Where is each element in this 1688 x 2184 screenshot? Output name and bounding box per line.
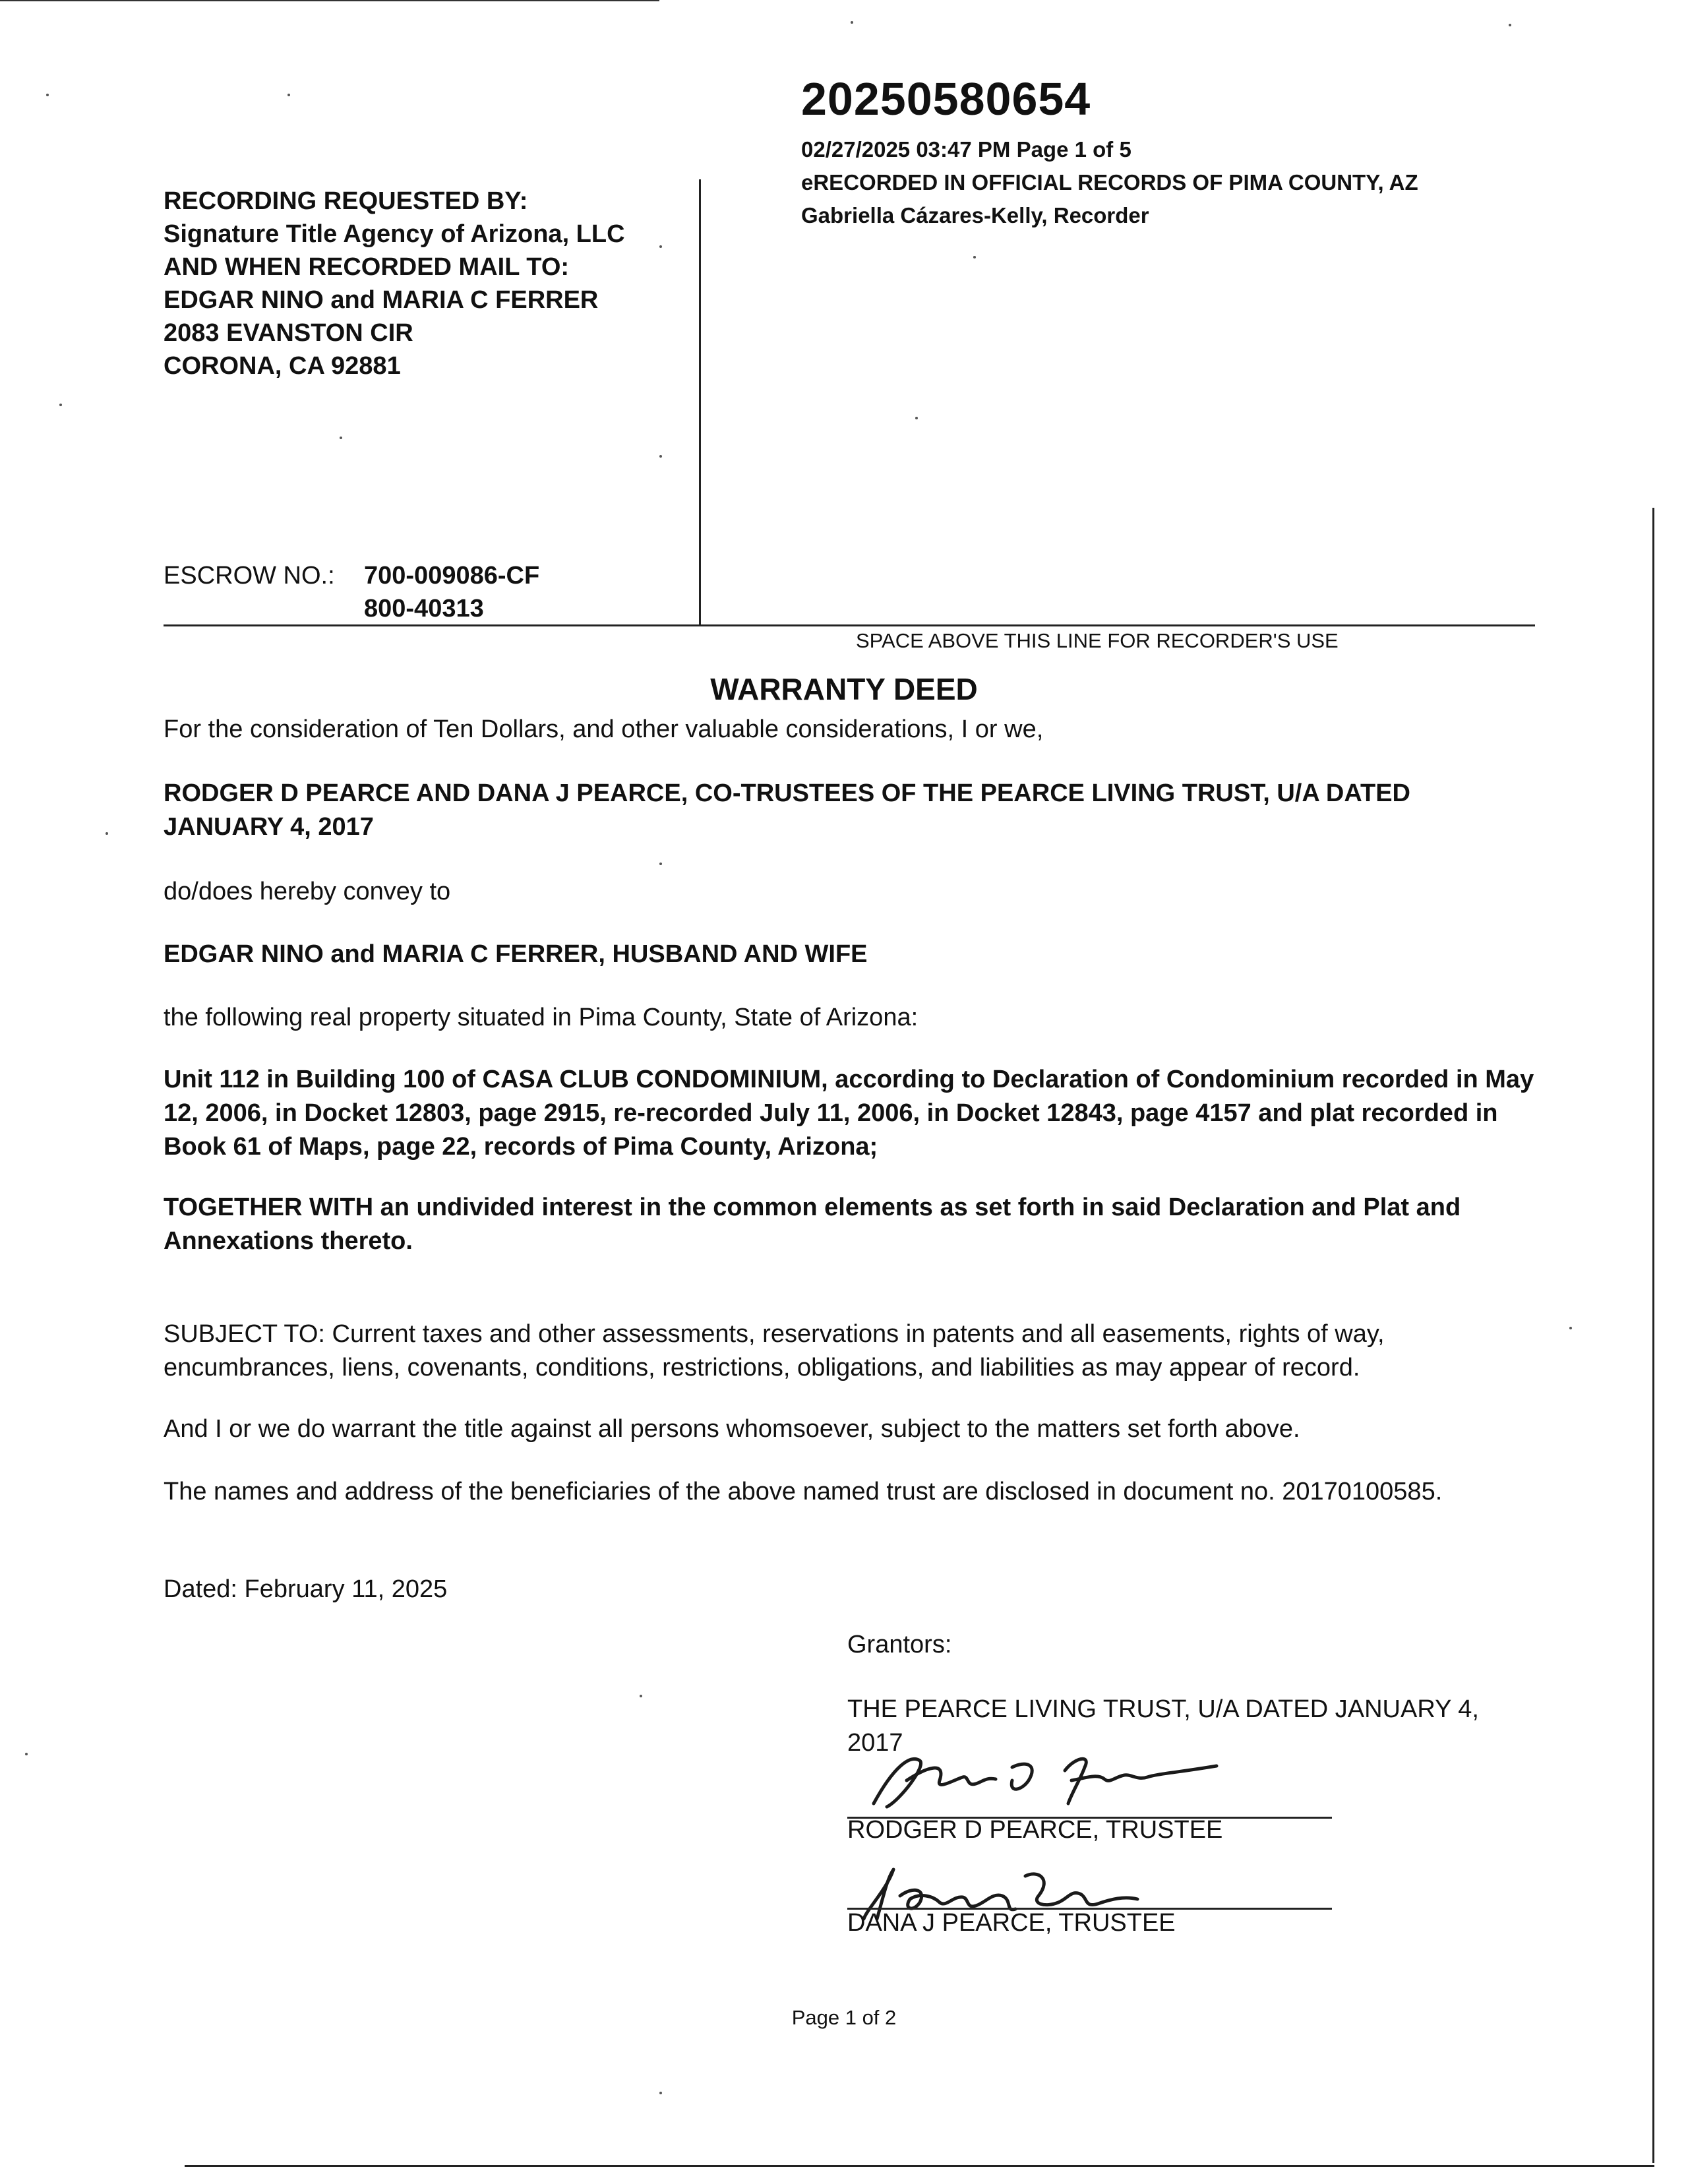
mail-to-label: AND WHEN RECORDED MAIL TO: [164, 253, 570, 281]
together-with-paragraph: TOGETHER WITH an undivided interest in the common elements as set forth in said Declaration and Plat and Annexations thereto. [164, 1194, 1461, 1255]
page-footer: Page 1 of 2 [791, 2006, 897, 2029]
recording-date-time: 02/27/2025 03:47 PM Page 1 of 5 [801, 137, 1131, 162]
legal-description: Unit 112 in Building 100 of CASA CLUB CONDOMINIUM, according to Declaration of Condominium recorded in May 12, 2006, in Docket 12803, page 2915, re-recorded July 11, 2006, in Docket 12843, page 4157 and plat recorded in Book 61 of Maps, page 22, records of Pima County, Arizona; [164, 1066, 1534, 1161]
scan-speck [659, 245, 662, 248]
scan-speck [659, 863, 662, 865]
escrow-label: ESCROW NO.: [164, 562, 335, 590]
scan-speck [1509, 24, 1511, 26]
warrant-paragraph: And I or we do warrant the title against all persons whomsoever, subject to the matters set forth above. [164, 1415, 1300, 1443]
recording-requested-block [164, 185, 625, 382]
grantors-label: Grantors: [847, 1631, 952, 1658]
scan-speck [659, 455, 662, 458]
recording-requested-label: RECORDING REQUESTED BY: [164, 187, 528, 215]
scan-speck [973, 256, 976, 258]
situated-paragraph: the following real property situated in Pima County, State of Arizona: [164, 1004, 919, 1031]
scan-speck [287, 94, 290, 96]
convey-paragraph: do/does hereby convey to [164, 878, 451, 905]
escrow-number-primary: 700-009086-CF [364, 562, 540, 590]
escrow-number-secondary: 800-40313 [364, 595, 484, 622]
scan-speck [25, 1753, 28, 1755]
recorder-use-divider [164, 624, 1535, 626]
scan-speck [340, 437, 342, 439]
scan-speck [851, 21, 853, 24]
scan-speck [915, 417, 918, 419]
recorder-space-note: SPACE ABOVE THIS LINE FOR RECORDER'S USE [856, 629, 1339, 652]
scan-speck [106, 832, 108, 835]
grantors-paragraph: RODGER D PEARCE AND DANA J PEARCE, CO-TRUSTEES OF THE PEARCE LIVING TRUST, U/A DATED JANUARY 4, 2017 [164, 779, 1410, 841]
grantees-paragraph: EDGAR NINO and MARIA C FERRER, HUSBAND AND WIFE [164, 940, 868, 968]
signature-rodger-pearce [847, 1741, 1335, 1820]
recorder-name: Gabriella Cázares-Kelly, Recorder [801, 203, 1149, 228]
scan-speck [46, 94, 49, 96]
consideration-paragraph: For the consideration of Ten Dollars, and other valuable considerations, I or we, [164, 715, 1044, 743]
scan-speck [640, 1695, 642, 1697]
deed-title: WARRANTY DEED [710, 672, 978, 706]
signer-2-name: DANA J PEARCE, TRUSTEE [847, 1909, 1176, 1937]
erecorded-notice: eRECORDED IN OFFICIAL RECORDS OF PIMA COUNTY, AZ [801, 170, 1418, 195]
scan-bottom-edge [185, 2165, 1654, 2167]
subject-to-paragraph: SUBJECT TO: Current taxes and other assessments, reservations in patents and all easements, rights of way, encumbrances, liens, covenants, conditions, restrictions, obligations, and liabilities as may appear of record. [164, 1320, 1385, 1381]
scan-speck [59, 404, 62, 406]
document-number: 20250580654 [801, 73, 1091, 125]
mail-to-name: EDGAR NINO and MARIA C FERRER [164, 286, 599, 314]
scan-speck [659, 2092, 662, 2094]
header-vertical-divider [699, 179, 701, 624]
trust-name: THE PEARCE LIVING TRUST, U/A DATED JANUARY 4, 2017 [847, 1695, 1479, 1757]
requesting-agency: Signature Title Agency of Arizona, LLC [164, 220, 625, 248]
dated-line: Dated: February 11, 2025 [164, 1575, 448, 1603]
mail-to-city: CORONA, CA 92881 [164, 352, 401, 380]
beneficiaries-paragraph: The names and address of the beneficiaries of the above named trust are disclosed in document no. 20170100585. [164, 1478, 1443, 1505]
scan-speck [1569, 1327, 1572, 1329]
scan-right-edge [1652, 508, 1654, 2163]
scan-top-edge [0, 0, 659, 1]
mail-to-street: 2083 EVANSTON CIR [164, 319, 413, 347]
signer-1-name: RODGER D PEARCE, TRUSTEE [847, 1816, 1223, 1844]
